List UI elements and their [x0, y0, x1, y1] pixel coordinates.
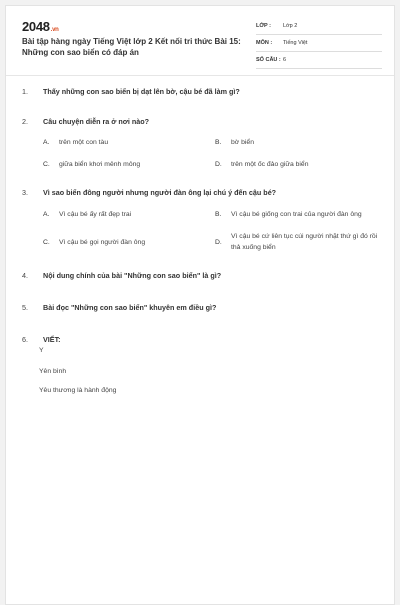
option-text: Vì cậu bé cứ liên tục cúi người nhặt thứ gì đó rồi thả xuống biển [231, 233, 378, 251]
meta-value: 6 [283, 57, 287, 63]
option-letter: A. [43, 211, 50, 218]
option-letter: C. [43, 161, 50, 168]
writing-line: Yêu thương là hành động [39, 387, 117, 394]
option-letter: D. [215, 239, 222, 246]
worksheet-header [6, 6, 394, 76]
option-text: Vì cậu bé giống con trai của người đàn ông [231, 211, 362, 218]
meta-row-question-count [256, 52, 382, 69]
meta-value: Lớp 2 [283, 23, 298, 29]
question-number: 4. [22, 271, 28, 280]
option-letter: D. [215, 161, 222, 168]
meta-value: Tiếng Việt [283, 40, 308, 46]
option-text: Vì cậu bé ấy rất đẹp trai [59, 211, 132, 218]
logo-suffix: .vn [50, 27, 59, 33]
question-number: 2. [22, 117, 28, 126]
worksheet-meta [256, 18, 382, 69]
option-text: bờ biển [231, 139, 254, 146]
option-letter: B. [215, 139, 222, 146]
question-number: 6. [22, 335, 28, 344]
worksheet-page [5, 5, 395, 605]
writing-line: Yên bình [39, 368, 67, 375]
meta-key: SỐ CÂU : [256, 57, 281, 63]
question-text: Câu chuyện diễn ra ở nơi nào? [43, 117, 150, 126]
question-text: Vì sao biển đông người nhưng người đàn ông lại chú ý đến cậu bé? [43, 188, 277, 197]
option-text: trên một ốc đảo giữa biển [231, 161, 309, 168]
site-logo[interactable] [22, 19, 59, 34]
option-text: giữa biển khơi mênh mông [59, 161, 141, 168]
question-number: 5. [22, 303, 28, 312]
writing-line: Y [39, 347, 44, 354]
meta-row-class [256, 18, 382, 35]
option-text: trên một con tàu [59, 139, 109, 146]
question-number: 1. [22, 87, 28, 96]
logo-text: 2048 [22, 19, 50, 34]
worksheet-title: Bài tập hàng ngày Tiếng Việt lớp 2 Kết nối tri thức Bài 15: Những con sao biển có đáp án [22, 37, 241, 57]
meta-key: LỚP : [256, 23, 271, 29]
meta-row-subject [256, 35, 382, 52]
question-text: Bài đọc "Những con sao biển" khuyên em điều gì? [43, 303, 217, 312]
question-text: VIẾT: [43, 335, 61, 344]
option-letter: A. [43, 139, 50, 146]
question-text: Thấy những con sao biển bị dạt lên bờ, cậu bé đã làm gì? [43, 87, 240, 96]
option-text: Vì cậu bé gọi người đàn ông [59, 239, 146, 246]
question-number: 3. [22, 188, 28, 197]
question-text: Nội dung chính của bài "Những con sao biển" là gì? [43, 271, 222, 280]
meta-key: MÔN : [256, 40, 273, 46]
option-letter: C. [43, 239, 50, 246]
option-letter: B. [215, 211, 222, 218]
